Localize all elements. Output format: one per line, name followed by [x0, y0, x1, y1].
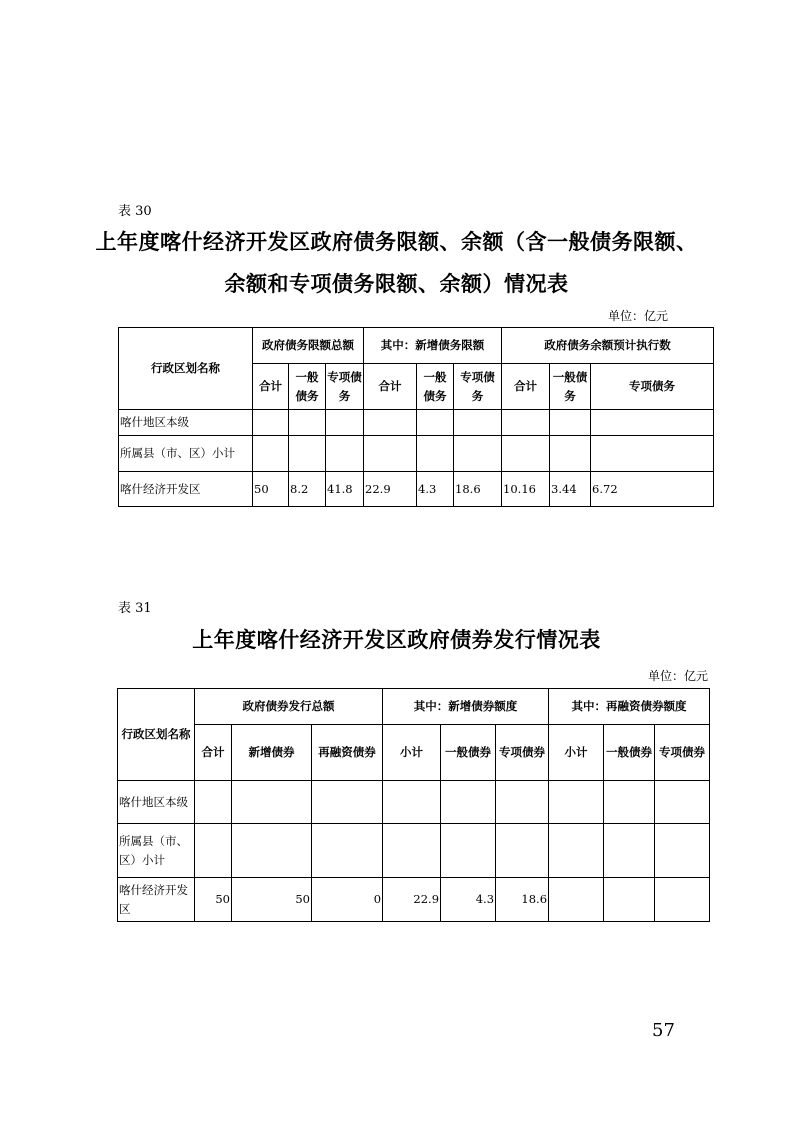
table31-unit: 单位：亿元 [647, 669, 708, 683]
t30-col-general-2: 一般债务 [417, 364, 454, 410]
table-cell [549, 781, 604, 824]
table-cell [417, 436, 454, 472]
table-cell [289, 410, 326, 436]
table31 [117, 688, 710, 922]
table-cell [441, 824, 496, 878]
table30 [118, 327, 714, 507]
t31-header-region: 行政区划名称 [118, 689, 195, 781]
table-cell [312, 824, 383, 878]
table-cell: 50 [195, 878, 232, 922]
t31-col-special-2: 专项债券 [655, 725, 710, 781]
table-cell [604, 781, 655, 824]
table-cell [253, 410, 289, 436]
table-row [118, 781, 710, 824]
t31-header-group3: 其中：再融资债券额度 [549, 689, 710, 725]
table30-unit: 单位：亿元 [607, 309, 668, 323]
t31-col-special-1: 专项债券 [496, 725, 549, 781]
table-cell [364, 436, 417, 472]
t31-row3-name: 喀什经济开发区 [118, 878, 195, 922]
table-cell [253, 436, 289, 472]
t30-col-special-1: 专项债务 [326, 364, 364, 410]
table30-label: 表 30 [118, 204, 152, 219]
table-cell [502, 436, 550, 472]
table-cell [383, 824, 441, 878]
table-cell [549, 878, 604, 922]
page-number: 57 [652, 1020, 675, 1041]
t30-col-total-1: 合计 [253, 364, 289, 410]
t30-header-region: 行政区划名称 [119, 328, 253, 410]
table-cell [591, 410, 714, 436]
table-cell [195, 824, 232, 878]
t30-col-total-3: 合计 [502, 364, 550, 410]
table-cell [326, 410, 364, 436]
table-cell [383, 781, 441, 824]
table-cell: 8.2 [289, 472, 326, 507]
t30-col-general-3: 一般债务 [550, 364, 591, 410]
table-cell [550, 436, 591, 472]
t31-col-general-1: 一般债券 [441, 725, 496, 781]
table-cell: 3.44 [550, 472, 591, 507]
table-row [118, 878, 710, 922]
t30-col-special-3: 专项债务 [591, 364, 714, 410]
table-cell [655, 878, 710, 922]
table-cell: 10.16 [502, 472, 550, 507]
t30-header-group1: 政府债务限额总额 [253, 328, 364, 364]
table-cell [549, 824, 604, 878]
t30-col-general-1: 一般债务 [289, 364, 326, 410]
t31-col-total: 合计 [195, 725, 232, 781]
t30-row3-name: 喀什经济开发区 [119, 472, 253, 507]
table-cell: 4.3 [417, 472, 454, 507]
t31-row1-name: 喀什地区本级 [118, 781, 195, 824]
table-cell [195, 781, 232, 824]
table-cell: 50 [253, 472, 289, 507]
table-cell [655, 781, 710, 824]
table-cell: 6.72 [591, 472, 714, 507]
table-cell [454, 410, 502, 436]
table-cell [232, 781, 312, 824]
table-row [118, 824, 710, 878]
t30-header-group2: 其中：新增债务限额 [364, 328, 502, 364]
table-cell [326, 436, 364, 472]
t30-col-total-2: 合计 [364, 364, 417, 410]
table-cell [496, 781, 549, 824]
table-cell [604, 824, 655, 878]
table30-title-line2: 余额和专项债务限额、余额）情况表 [224, 272, 569, 296]
table31-label: 表 31 [118, 601, 152, 616]
table-row [119, 410, 714, 436]
t31-col-general-2: 一般债券 [604, 725, 655, 781]
table-row [119, 472, 714, 507]
table-cell [655, 824, 710, 878]
t30-row2-name: 所属县（市、区）小计 [119, 436, 253, 472]
t30-row1-name: 喀什地区本级 [119, 410, 253, 436]
t30-col-special-2: 专项债务 [454, 364, 502, 410]
t31-header-group2: 其中：新增债券额度 [383, 689, 549, 725]
t31-col-refi-bond: 再融资债券 [312, 725, 383, 781]
table-cell [604, 878, 655, 922]
table-row [119, 436, 714, 472]
table-cell [441, 781, 496, 824]
table-cell [591, 436, 714, 472]
table-cell [417, 410, 454, 436]
table-cell: 22.9 [364, 472, 417, 507]
table-cell: 0 [312, 878, 383, 922]
table-cell: 22.9 [383, 878, 441, 922]
table-cell [232, 824, 312, 878]
table-cell: 4.3 [441, 878, 496, 922]
t31-col-subtotal-1: 小计 [383, 725, 441, 781]
table-cell [496, 824, 549, 878]
table-cell [289, 436, 326, 472]
table-cell: 18.6 [454, 472, 502, 507]
t31-col-subtotal-2: 小计 [549, 725, 604, 781]
table-cell [550, 410, 591, 436]
t31-header-group1: 政府债券发行总额 [195, 689, 383, 725]
table-cell [364, 410, 417, 436]
table-cell: 41.8 [326, 472, 364, 507]
table-cell [454, 436, 502, 472]
t30-header-group3: 政府债务余额预计执行数 [502, 328, 714, 364]
table-cell: 18.6 [496, 878, 549, 922]
table-cell [312, 781, 383, 824]
t31-col-new-bond: 新增债券 [232, 725, 312, 781]
table30-title-line1: 上年度喀什经济开发区政府债务限额、余额（含一般债务限额、 [95, 230, 698, 254]
table-cell: 50 [232, 878, 312, 922]
t31-row2-name: 所属县（市、区）小计 [118, 824, 195, 878]
table31-title: 上年度喀什经济开发区政府债券发行情况表 [192, 628, 601, 652]
table-cell [502, 410, 550, 436]
